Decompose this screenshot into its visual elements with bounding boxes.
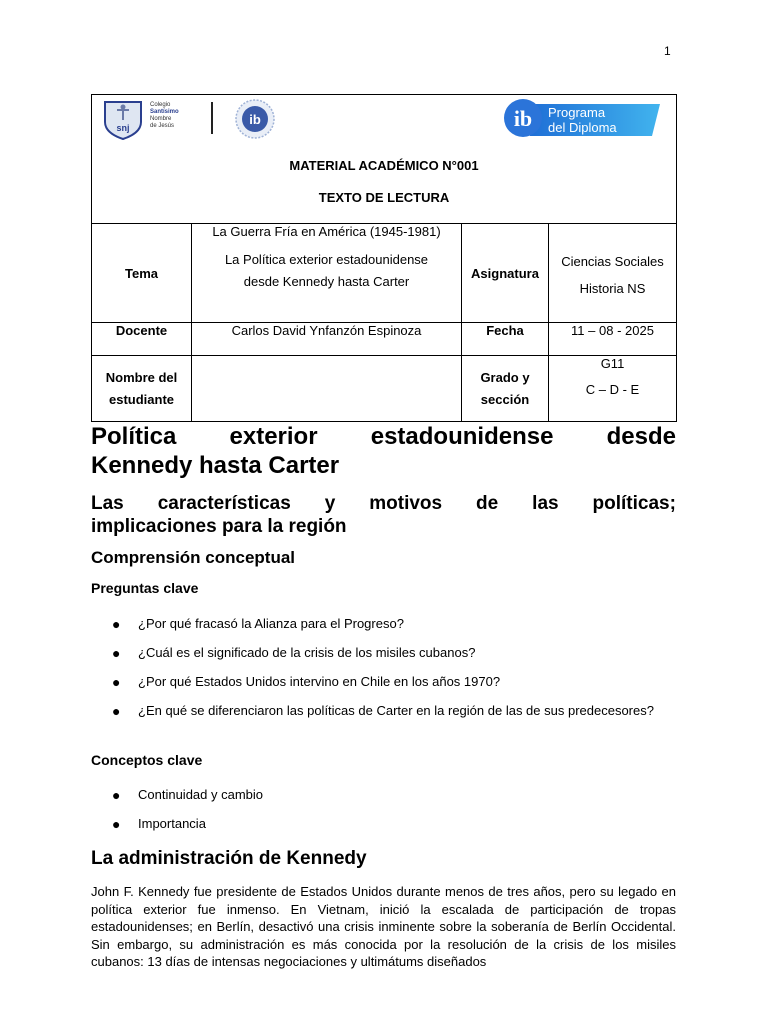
docente-value: Carlos David Ynfanzón Espinoza	[192, 323, 462, 356]
school-shield-logo	[102, 98, 144, 140]
key-questions-list	[112, 613, 676, 722]
diploma-programme-logo	[502, 98, 660, 138]
key-concepts-heading: Conceptos clave	[91, 752, 203, 768]
list-item: ● Continuidad y cambio	[112, 784, 676, 806]
fecha-label: Fecha	[462, 323, 549, 356]
list-item: ● ¿Cuál es el significado de la crisis de los misiles cubanos?	[112, 642, 676, 664]
header-table	[91, 94, 677, 422]
dp-logo-line1: Programa	[548, 105, 606, 120]
docente-label: Docente	[92, 323, 192, 356]
list-item: ● ¿En qué se diferenciaron las políticas de Carter en la región de las de sus predecesores?	[112, 700, 676, 722]
list-item: ● ¿Por qué Estados Unidos intervino en Chile en los años 1970?	[112, 671, 676, 693]
main-subtitle: Las características y motivos de las políticas; implicaciones para la región	[91, 493, 676, 537]
key-concepts-list	[112, 784, 676, 835]
dp-logo-letter: ib	[513, 106, 533, 131]
kennedy-heading: La administración de Kennedy	[91, 848, 367, 869]
page-number: 1	[664, 44, 671, 58]
grado-value: G11 C – D - E	[549, 356, 677, 422]
kennedy-paragraph: John F. Kennedy fue presidente de Estados Unidos durante menos de tres años, pero su legado en política exterior fue inmenso. En Vietnam, inició la escalada de participación de tropas estadounidenses; en Berlín, desactivó una crisis inminente sobre la soberanía de Berlín Occidental. Sin embargo, su administración es más conocida por la resolución de la crisis de los misiles cubanos: 13 días de intensas negociaciones y ultimátums diseñados	[91, 884, 676, 969]
key-questions-heading: Preguntas clave	[91, 580, 199, 596]
header-logo-cell	[92, 95, 677, 224]
tema-label: Tema	[92, 224, 192, 323]
asignatura-label: Asignatura	[462, 224, 549, 323]
school-name: Colegio Santísimo Nombre de Jesús	[150, 102, 179, 129]
tema-value: La Guerra Fría en América (1945-1981) La Política exterior estadounidense desde Kennedy hasta Carter	[192, 224, 462, 323]
nombre-value-field[interactable]	[192, 356, 462, 422]
list-item: ● Importancia	[112, 813, 676, 835]
logo-divider	[211, 102, 213, 134]
document-subtitle: TEXTO DE LECTURA	[318, 190, 450, 205]
section-conceptual-heading: Comprensión conceptual	[91, 548, 296, 567]
nombre-label: Nombre del estudiante	[92, 356, 192, 422]
asignatura-value: Ciencias Sociales Historia NS	[549, 224, 677, 323]
grado-label: Grado y sección	[462, 356, 549, 422]
list-item: ● ¿Por qué fracasó la Alianza para el Progreso?	[112, 613, 676, 635]
school-initials: snj	[116, 123, 130, 133]
ib-seal-icon	[234, 98, 276, 140]
document-title: MATERIAL ACADÉMICO N°001	[289, 158, 479, 173]
fecha-value: 11 – 08 - 2025	[549, 323, 677, 356]
ib-seal-text: ib	[249, 112, 261, 127]
main-title: Política exterior estadounidense desde Kennedy hasta Carter	[91, 423, 676, 479]
dp-logo-line2: del Diploma	[548, 120, 617, 135]
